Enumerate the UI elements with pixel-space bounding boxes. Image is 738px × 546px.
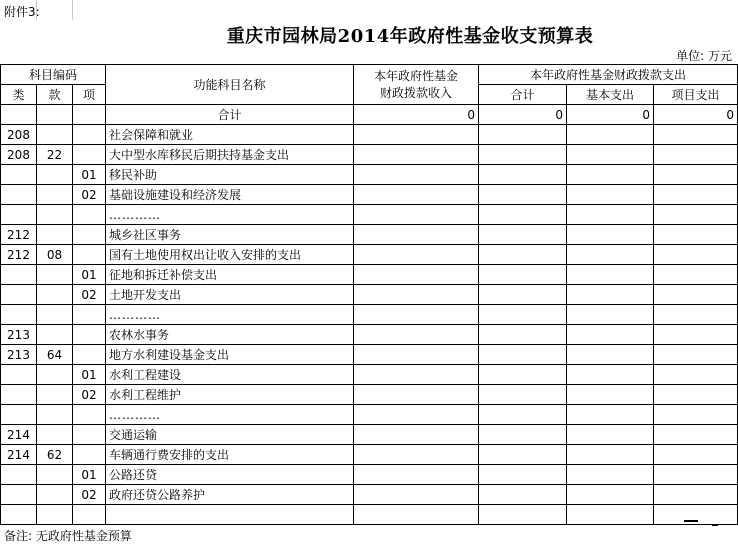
- corner-mark: [712, 524, 718, 526]
- table-row: [1, 125, 738, 145]
- row-income: [354, 485, 479, 505]
- row-xiang: [73, 445, 106, 465]
- row-func-name: 国有土地使用权出让收入安排的支出: [106, 245, 354, 265]
- row-exp-basic: [567, 305, 654, 325]
- row-lei: 208: [1, 145, 37, 165]
- row-income: [354, 205, 479, 225]
- row-func-name: 水利工程建设: [106, 365, 354, 385]
- row-kuan: [37, 305, 73, 325]
- row-exp-basic: [567, 385, 654, 405]
- row-exp-total: [479, 505, 567, 525]
- row-exp-basic: [567, 285, 654, 305]
- row-exp-basic: [567, 125, 654, 145]
- row-exp-basic: [567, 505, 654, 525]
- table-row: [1, 385, 738, 405]
- row-kuan: [37, 185, 73, 205]
- total-exp-total: 0: [479, 105, 567, 125]
- row-xiang: [73, 205, 106, 225]
- row-exp-total: [479, 425, 567, 445]
- row-exp-project: [654, 165, 738, 185]
- row-exp-project: [654, 265, 738, 285]
- row-lei: [1, 505, 37, 525]
- header-expense-group: 本年政府性基金财政拨款支出: [479, 65, 738, 85]
- table-row: [1, 145, 738, 165]
- row-exp-total: [479, 265, 567, 285]
- page-title: 重庆市园林局2014年政府性基金收支预算表: [226, 26, 594, 47]
- total-label: 合计: [106, 105, 354, 125]
- row-func-name: 水利工程维护: [106, 385, 354, 405]
- total-exp-basic: 0: [567, 105, 654, 125]
- row-xiang: [73, 245, 106, 265]
- table-row: [1, 325, 738, 345]
- row-xiang: 02: [73, 485, 106, 505]
- row-exp-total: [479, 325, 567, 345]
- row-exp-basic: [567, 465, 654, 485]
- row-kuan: [37, 465, 73, 485]
- row-exp-basic: [567, 405, 654, 425]
- table-row: [1, 365, 738, 385]
- row-income: [354, 165, 479, 185]
- row-income: [354, 505, 479, 525]
- row-xiang: [73, 345, 106, 365]
- row-exp-total: [479, 125, 567, 145]
- row-xiang: [73, 425, 106, 445]
- row-lei: 214: [1, 425, 37, 445]
- header-income-line2: 财政拨款收入: [379, 85, 452, 100]
- row-exp-total: [479, 405, 567, 425]
- row-func-name: 交通运输: [106, 425, 354, 445]
- row-exp-project: [654, 305, 738, 325]
- row-func-name: 移民补助: [106, 165, 354, 185]
- row-kuan: [37, 225, 73, 245]
- row-exp-total: [479, 365, 567, 385]
- row-xiang: 01: [73, 265, 106, 285]
- row-exp-project: [654, 285, 738, 305]
- row-income: [354, 445, 479, 465]
- row-exp-project: [654, 185, 738, 205]
- row-income: [354, 365, 479, 385]
- row-exp-basic: [567, 245, 654, 265]
- row-income: [354, 125, 479, 145]
- row-exp-total: [479, 445, 567, 465]
- header-income-line1: 本年政府性基金: [373, 68, 458, 83]
- header-exp-basic: 基本支出: [567, 85, 654, 105]
- row-exp-total: [479, 225, 567, 245]
- row-lei: [1, 305, 37, 325]
- row-exp-total: [479, 185, 567, 205]
- row-kuan: [37, 285, 73, 305]
- table-row: [1, 225, 738, 245]
- row-kuan: [37, 385, 73, 405]
- table-row: [1, 265, 738, 285]
- row-exp-project: [654, 125, 738, 145]
- row-exp-basic: [567, 365, 654, 385]
- row-func-name: 城乡社区事务: [106, 225, 354, 245]
- row-exp-project: [654, 405, 738, 425]
- row-lei: [1, 365, 37, 385]
- row-xiang: 02: [73, 385, 106, 405]
- row-exp-total: [479, 385, 567, 405]
- row-lei: [1, 465, 37, 485]
- row-lei: 213: [1, 325, 37, 345]
- row-income: [354, 465, 479, 485]
- row-exp-project: [654, 425, 738, 445]
- header-row: [1, 65, 738, 85]
- header-income: [354, 65, 479, 105]
- row-income: [354, 285, 479, 305]
- row-income: [354, 425, 479, 445]
- row-income: [354, 325, 479, 345]
- row-exp-basic: [567, 145, 654, 165]
- row-exp-project: [654, 205, 738, 225]
- row-func-name: 征地和拆迁补偿支出: [106, 265, 354, 285]
- unit-label: 单位: 万元: [676, 49, 732, 63]
- row-kuan: 62: [37, 445, 73, 465]
- row-exp-total: [479, 345, 567, 365]
- row-xiang: [73, 145, 106, 165]
- header-lei: 类: [1, 85, 37, 105]
- row-exp-project: [654, 145, 738, 165]
- header-code-group: 科目编码: [1, 65, 106, 85]
- corner-mark: [684, 520, 698, 528]
- header-exp-total: 合计: [479, 85, 567, 105]
- table-row: [1, 425, 738, 445]
- row-kuan: 64: [37, 345, 73, 365]
- row-xiang: 02: [73, 285, 106, 305]
- table-row: [1, 465, 738, 485]
- row-xiang: [73, 125, 106, 145]
- row-lei: 214: [1, 445, 37, 465]
- row-kuan: [37, 325, 73, 345]
- table-row: [1, 245, 738, 265]
- row-func-name: 大中型水库移民后期扶持基金支出: [106, 145, 354, 165]
- table-row: [1, 405, 738, 425]
- row-exp-project: [654, 325, 738, 345]
- row-exp-project: [654, 345, 738, 365]
- row-exp-project: [654, 245, 738, 265]
- row-exp-basic: [567, 345, 654, 365]
- row-xiang: [73, 325, 106, 345]
- row-kuan: [37, 265, 73, 285]
- row-xiang: 02: [73, 185, 106, 205]
- row-func-name: …………: [106, 205, 354, 225]
- row-exp-total: [479, 165, 567, 185]
- row-income: [354, 385, 479, 405]
- row-func-name: 车辆通行费安排的支出: [106, 445, 354, 465]
- row-kuan: [37, 125, 73, 145]
- table-row: [1, 285, 738, 305]
- row-income: [354, 305, 479, 325]
- row-lei: 208: [1, 125, 37, 145]
- row-kuan: [37, 485, 73, 505]
- row-income: [354, 265, 479, 285]
- row-exp-basic: [567, 425, 654, 445]
- total-row: [1, 105, 738, 125]
- row-kuan: 22: [37, 145, 73, 165]
- row-xiang: [73, 505, 106, 525]
- row-kuan: [37, 205, 73, 225]
- row-lei: 212: [1, 245, 37, 265]
- table-row: [1, 185, 738, 205]
- row-exp-total: [479, 485, 567, 505]
- row-exp-total: [479, 245, 567, 265]
- table-row: [1, 165, 738, 185]
- row-func-name: 社会保障和就业: [106, 125, 354, 145]
- row-lei: [1, 185, 37, 205]
- row-func-name: [106, 505, 354, 525]
- row-exp-project: [654, 465, 738, 485]
- header-kuan: 款: [37, 85, 73, 105]
- row-lei: [1, 405, 37, 425]
- row-exp-basic: [567, 165, 654, 185]
- header-func-name: 功能科目名称: [106, 65, 354, 105]
- row-exp-project: [654, 385, 738, 405]
- row-exp-total: [479, 205, 567, 225]
- row-exp-total: [479, 285, 567, 305]
- row-xiang: [73, 305, 106, 325]
- row-func-name: 农林水事务: [106, 325, 354, 345]
- row-exp-basic: [567, 445, 654, 465]
- row-kuan: [37, 425, 73, 445]
- row-income: [354, 405, 479, 425]
- budget-table: [0, 64, 738, 525]
- row-kuan: [37, 365, 73, 385]
- row-income: [354, 185, 479, 205]
- row-kuan: [37, 405, 73, 425]
- table-row: [1, 445, 738, 465]
- row-kuan: [37, 165, 73, 185]
- row-kuan: 08: [37, 245, 73, 265]
- row-income: [354, 345, 479, 365]
- table-row: [1, 205, 738, 225]
- row-lei: [1, 165, 37, 185]
- table-row: [1, 345, 738, 365]
- row-income: [354, 225, 479, 245]
- row-lei: [1, 205, 37, 225]
- header-exp-project: 项目支出: [654, 85, 738, 105]
- row-exp-basic: [567, 225, 654, 245]
- table-row: [1, 305, 738, 325]
- row-lei: [1, 285, 37, 305]
- row-exp-project: [654, 445, 738, 465]
- attachment-label: 附件3:: [4, 5, 40, 19]
- row-lei: 213: [1, 345, 37, 365]
- row-exp-project: [654, 485, 738, 505]
- row-exp-basic: [567, 485, 654, 505]
- row-xiang: 01: [73, 465, 106, 485]
- row-exp-total: [479, 305, 567, 325]
- row-income: [354, 145, 479, 165]
- footnote: 备注: 无政府性基金预算: [4, 529, 132, 543]
- row-lei: 212: [1, 225, 37, 245]
- row-exp-project: [654, 365, 738, 385]
- row-lei: [1, 265, 37, 285]
- header-xiang: 项: [73, 85, 106, 105]
- row-xiang: 01: [73, 165, 106, 185]
- row-lei: [1, 485, 37, 505]
- total-income: 0: [354, 105, 479, 125]
- row-func-name: 基础设施建设和经济发展: [106, 185, 354, 205]
- row-xiang: [73, 225, 106, 245]
- total-exp-project: 0: [654, 105, 738, 125]
- row-exp-basic: [567, 325, 654, 345]
- row-xiang: 01: [73, 365, 106, 385]
- row-func-name: 地方水利建设基金支出: [106, 345, 354, 365]
- row-lei: [1, 385, 37, 405]
- row-exp-basic: [567, 185, 654, 205]
- row-func-name: 公路还贷: [106, 465, 354, 485]
- row-exp-total: [479, 145, 567, 165]
- row-income: [354, 245, 479, 265]
- row-func-name: …………: [106, 405, 354, 425]
- row-func-name: 政府还贷公路养护: [106, 485, 354, 505]
- row-exp-total: [479, 465, 567, 485]
- table-row: [1, 485, 738, 505]
- row-func-name: …………: [106, 305, 354, 325]
- grid-separator: [72, 0, 73, 20]
- row-exp-project: [654, 225, 738, 245]
- row-exp-basic: [567, 265, 654, 285]
- row-xiang: [73, 405, 106, 425]
- table-row: [1, 505, 738, 525]
- row-exp-basic: [567, 205, 654, 225]
- row-func-name: 土地开发支出: [106, 285, 354, 305]
- row-kuan: [37, 505, 73, 525]
